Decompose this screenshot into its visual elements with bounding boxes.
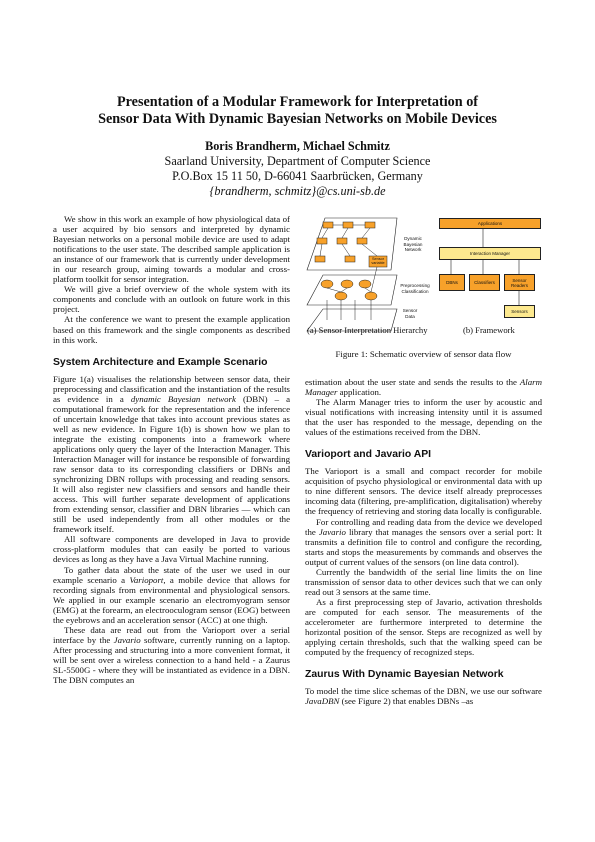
sensor-readers-box: Sensor Readers (504, 274, 535, 291)
left-column (53, 214, 290, 685)
alarm-manager-paragraph: The Alarm Manager tries to inform the user by acoustic and visual notifications with increasing intensity until it is assumed that the user has responded to the message, depending on the values of the estimations received from the DBN. (305, 397, 542, 438)
preprocessing-panel (307, 275, 397, 305)
architecture-paragraph-3 (53, 565, 290, 625)
text-span: (see Figure 2) that enables DBNs –as (339, 696, 474, 707)
classifiers-box: Classifiers (469, 274, 500, 291)
abstract-paragraph-2: We will give a brief overview of the whole system with its components and conclude with an outlook on future work in this project. (53, 284, 290, 315)
figure-1 (305, 212, 545, 367)
title-block (0, 94, 595, 199)
text-span: , a mobile device that allows for recording signals from environmental and physiological sensors. We applied in our example scenario an electromyogram sensor (EMG) at the forearm, an electrooculogram sensor (EOG) between the eyebrows and an acceleration sensor (ACC) at one thigh. (53, 574, 290, 625)
interaction-manager-box: Interaction Manager (439, 247, 541, 260)
title-line-2: Sensor Data With Dynamic Bayesian Networks on Mobile Devices (98, 111, 497, 127)
text-span: software, currently running on a laptop. After processing and structuring into a more convenient format, it will be sent over a wireless connection to a hand held - a Zaurus SL-5500G - where they will be instantiated as evidence in a DBN. The DBN computes an (53, 634, 290, 686)
varioport-paragraph: The Varioport is a small and compact recorder for mobile acquisition of psycho physiological or environmental data with up to nine different sensors. The device itself already preprocesses incoming data (filtering, pre-amplification, digitalisation) whereby the frequency of retrieving and storing data locally is configurable. (305, 466, 542, 517)
abstract-paragraph-1: We show in this work an example of how physiological data of a user acquired by bio sensors and interpreted by dynamic Bayesian networks on a personal mobile device are used to adapt notifications to the user state. The described sample application is an instance of our framework that is currently under development in our research group, aiming towards a modular and cross-platform toolkit for sensor integration. (53, 214, 290, 285)
dbn-node (337, 238, 347, 244)
threshold-paragraph: As a first preprocessing step of Javario, activation thresholds are computed for each sensor. The measurements of the accelerometer are furthermore interpreted to determine the horizontal position of the sensor. Steps are recognized as well by applying certain thresholds, such that the walking speed can be computed by the frequency of recognized steps. (305, 596, 542, 658)
sensors-box: Sensors (504, 305, 535, 318)
paper-title (0, 94, 595, 128)
dbn-node (317, 238, 327, 244)
classifier-node (341, 280, 353, 288)
architecture-paragraph-4 (53, 625, 290, 685)
emphasis-varioport: Varioport (129, 574, 164, 585)
dbn-node (345, 256, 355, 262)
text-span: application. (337, 387, 382, 398)
subcaption-b: (b) Framework (463, 325, 515, 335)
affiliation: Saarland University, Department of Computer Science (164, 154, 431, 168)
classifier-node (335, 292, 347, 300)
text-span: These data are read out from the Varioport over a serial interface by the (53, 624, 290, 645)
classifier-node (321, 280, 333, 288)
dbn-node (315, 256, 325, 262)
architecture-paragraph-2: All software components are developed in Java to provide cross-platform modules that can easily be ported to various devices as long as they have a Java Virtual Machine running. (53, 534, 290, 565)
text-span: To gather data about the state of the user we used in our example scenario a (53, 564, 290, 585)
label-dbn: Dynamic Bayesian Network (403, 236, 423, 252)
emphasis-javadbn: JavaDBN (305, 696, 340, 707)
label-sensor-variable: Sensor variable (371, 257, 385, 266)
text-span: library that manages the sensors over a serial port: It transmits a definition file to control and configure the recording, starts and stops the measurements by commands and observes the output of current values of the sensors (on line data control). (305, 526, 543, 567)
classifier-node (365, 292, 377, 300)
emphasis-dbn: dynamic Bayesian network (130, 393, 236, 404)
architecture-paragraph-1 (53, 374, 290, 535)
authors: Boris Brandherm, Michael Schmitz (205, 139, 390, 153)
continuation-paragraph (305, 377, 542, 397)
label-preprocessing: Preprocessing Classification (400, 283, 430, 294)
dbn-node (357, 238, 367, 244)
dbn-node (343, 222, 353, 228)
title-line-1: Presentation of a Modular Framework for Interpretation of (116, 94, 479, 110)
emphasis-javario: Javario (113, 634, 141, 645)
email: {brandherm, schmitz}@cs.uni-sb.de (209, 184, 386, 198)
abstract-paragraph-3: At the conference we want to present the example application based on this framework and the single components as described in this work. (53, 314, 290, 345)
figure-caption: Figure 1: Schematic overview of sensor data flow (335, 349, 512, 359)
right-column (305, 377, 542, 706)
dbns-box: DBNs (439, 274, 465, 291)
applications-box: Applications (439, 218, 541, 229)
text-span: estimation about the user state and sends the results to the (305, 377, 520, 387)
address: P.O.Box 15 11 50, D-66041 Saarbrücken, Germany (172, 169, 423, 183)
text-span: To model the time slice schemas of the DBN, we use our software (305, 686, 542, 697)
zaurus-paragraph (305, 686, 542, 706)
text-span: For controlling and reading data from the device we developed the (305, 516, 542, 537)
section-heading-zaurus: Zaurus With Dynamic Bayesian Network (305, 669, 504, 681)
bandwidth-paragraph: Currently the bandwidth of the serial line limits the on line transmission of sensor data to other devices such that we can only read out 3 sensors at the same time. (305, 566, 542, 597)
javario-paragraph (305, 517, 542, 567)
section-heading-architecture: System Architecture and Example Scenario (53, 356, 268, 368)
emphasis-javario: Javario (318, 526, 346, 537)
label-sensor-data: Sensor Data (402, 308, 418, 319)
dbn-node (323, 222, 333, 228)
emphasis-alarm-manager: Alarm Manager (305, 377, 542, 398)
text-span: Figure 1(a) visualises the relationship between sensor data, their preprocessing and classification and the instantiation of the results as evidence in a (53, 373, 290, 404)
text-span: (DBN) – a computational framework for the representation and the inference of uncertain knowledge that takes into account previous states as well as new evidence. In Figure 1(b) is shown how we plan to integrate the existing components into a framework where applications only query the layer of the Interaction Manager. This Interaction Manager will for instance be responsible of forwarding raw sensor data to its corresponding classifiers or DBNs and synchronizing DBN rollups with processing and reading sensors. It will also register new classifiers and sensors and handle their access. This will further separate development of applications from extending sensor, classifier and DBN libraries — which can still be used independently from all other modules or the framework itself. (53, 393, 291, 535)
dbn-node (365, 222, 375, 228)
subcaption-a: (a) Sensor Interpretation Hierarchy (307, 325, 428, 335)
section-heading-varioport: Varioport and Javario API (305, 449, 432, 461)
classifier-node (359, 280, 371, 288)
